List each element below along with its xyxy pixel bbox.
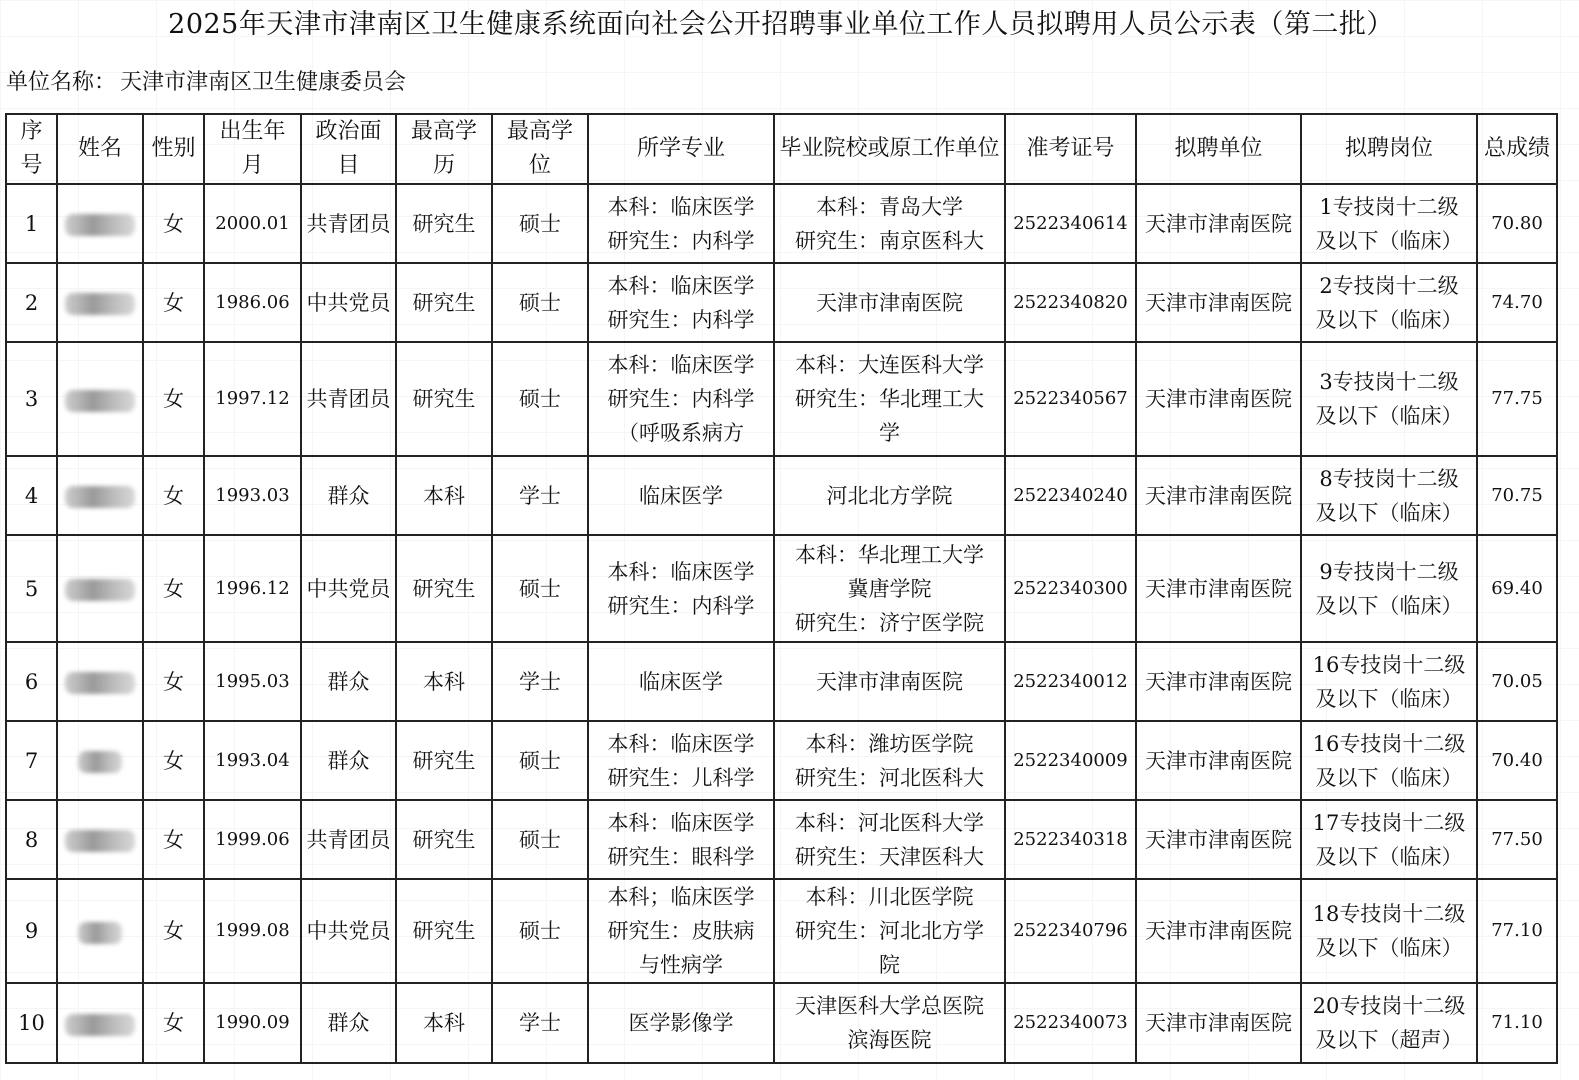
school-line: 冀唐学院 <box>847 576 932 601</box>
cell-gender: 女 <box>143 535 204 642</box>
cell-employer: 天津市津南医院 <box>1136 879 1301 983</box>
major-line: 研究生：内科学 <box>607 387 755 411</box>
major-line: 研究生：儿科学 <box>607 765 755 790</box>
cell-exam-id: 2522340820 <box>1005 263 1136 342</box>
school-line: 滨海医院 <box>847 1028 932 1052</box>
major-line: 本科：临床医学 <box>607 731 755 756</box>
cell-post <box>1301 800 1477 879</box>
candidate-table <box>5 113 1558 1064</box>
cell-post <box>1301 184 1477 263</box>
cell-exam-id: 2522340567 <box>1005 342 1136 456</box>
cell-edu: 本科 <box>396 642 492 721</box>
cell-major <box>588 184 774 263</box>
cell-score: 70.80 <box>1477 184 1557 263</box>
cell-employer: 天津市津南医院 <box>1136 642 1301 721</box>
cell-political: 中共党员 <box>301 535 396 642</box>
cell-exam-id: 2522340009 <box>1005 721 1136 800</box>
cell-birth: 1997.12 <box>204 342 301 456</box>
post-line: 18专技岗十二级 <box>1312 902 1466 926</box>
unit-value: 天津市津南区卫生健康委员会 <box>120 70 407 95</box>
redacted-name <box>65 830 135 852</box>
cell-name <box>57 535 143 642</box>
cell-seq: 7 <box>6 721 57 800</box>
major-line: 本科：临床医学 <box>607 273 755 298</box>
cell-edu: 研究生 <box>396 800 492 879</box>
cell-score: 70.05 <box>1477 642 1557 721</box>
cell-exam-id: 2522340073 <box>1005 983 1136 1063</box>
table-row <box>6 642 1557 721</box>
school-line: 本科：青岛大学 <box>816 194 963 219</box>
post-line: 16专技岗十二级 <box>1312 731 1466 756</box>
cell-exam-id: 2522340300 <box>1005 535 1136 642</box>
cell-gender: 女 <box>143 263 204 342</box>
major-line: 本科：临床医学 <box>607 194 755 219</box>
cell-edu: 研究生 <box>396 184 492 263</box>
cell-name <box>57 721 143 800</box>
school-line: 研究生：河北北方学 <box>795 919 984 943</box>
major-line: 研究生：眼科学 <box>607 844 755 869</box>
post-line: 8专技岗十二级 <box>1319 466 1459 491</box>
table-row <box>6 342 1557 456</box>
header-degree: 最高学位 <box>492 114 588 184</box>
table-row <box>6 535 1557 642</box>
cell-employer: 天津市津南医院 <box>1136 983 1301 1063</box>
cell-major: 医学影像学 <box>588 983 774 1063</box>
school-line: 学 <box>879 421 900 445</box>
cell-political: 群众 <box>301 456 396 535</box>
cell-degree: 学士 <box>492 642 588 721</box>
major-line: 本科；临床医学 <box>607 885 755 909</box>
cell-major <box>588 879 774 983</box>
cell-political: 共青团员 <box>301 800 396 879</box>
school-line: 研究生：天津医科大 <box>795 844 984 869</box>
cell-birth: 1993.03 <box>204 456 301 535</box>
cell-gender: 女 <box>143 721 204 800</box>
school-line: 天津市津南医院 <box>816 290 963 315</box>
major-line: 本科：临床医学 <box>607 810 755 835</box>
table-row <box>6 721 1557 800</box>
cell-edu: 本科 <box>396 983 492 1063</box>
cell-gender: 女 <box>143 800 204 879</box>
cell-degree: 硕士 <box>492 184 588 263</box>
cell-seq: 4 <box>6 456 57 535</box>
cell-school <box>774 184 1005 263</box>
school-line: 本科：大连医科大学 <box>795 353 984 377</box>
cell-post <box>1301 983 1477 1063</box>
cell-score: 71.10 <box>1477 983 1557 1063</box>
cell-birth: 1990.09 <box>204 983 301 1063</box>
cell-political: 共青团员 <box>301 342 396 456</box>
major-line: 研究生：皮肤病 <box>607 919 755 943</box>
post-line: 及以下（临床） <box>1315 307 1463 332</box>
header-employer: 拟聘单位 <box>1136 114 1301 184</box>
school-line: 研究生：华北理工大 <box>795 387 984 411</box>
post-line: 及以下（临床） <box>1315 228 1463 253</box>
cell-seq: 3 <box>6 342 57 456</box>
redacted-name <box>65 579 135 601</box>
header-name: 姓名 <box>57 114 143 184</box>
school-line: 天津医科大学总医院 <box>795 994 984 1018</box>
cell-edu: 本科 <box>396 456 492 535</box>
cell-political: 中共党员 <box>301 879 396 983</box>
cell-seq: 9 <box>6 879 57 983</box>
redacted-name <box>65 214 135 236</box>
cell-employer: 天津市津南医院 <box>1136 184 1301 263</box>
redacted-name <box>65 672 135 694</box>
cell-gender: 女 <box>143 642 204 721</box>
cell-name <box>57 456 143 535</box>
cell-school <box>774 263 1005 342</box>
table-row <box>6 800 1557 879</box>
post-line: 及以下（临床） <box>1315 593 1463 618</box>
cell-exam-id: 2522340614 <box>1005 184 1136 263</box>
cell-degree: 硕士 <box>492 879 588 983</box>
cell-score: 77.10 <box>1477 879 1557 983</box>
header-score: 总成绩 <box>1477 114 1557 184</box>
cell-major <box>588 800 774 879</box>
cell-employer: 天津市津南医院 <box>1136 535 1301 642</box>
school-line: 本科：河北医科大学 <box>795 810 984 835</box>
redacted-name <box>65 293 135 315</box>
post-line: 及以下（临床） <box>1315 765 1463 790</box>
cell-exam-id: 2522340318 <box>1005 800 1136 879</box>
redacted-name <box>65 390 135 412</box>
post-line: 及以下（临床） <box>1315 404 1463 428</box>
school-line: 院 <box>879 953 900 977</box>
cell-school <box>774 535 1005 642</box>
cell-gender: 女 <box>143 342 204 456</box>
header-school: 毕业院校或原工作单位 <box>774 114 1005 184</box>
cell-political: 群众 <box>301 642 396 721</box>
cell-employer: 天津市津南医院 <box>1136 263 1301 342</box>
header-gender: 性别 <box>143 114 204 184</box>
cell-gender: 女 <box>143 184 204 263</box>
cell-seq: 5 <box>6 535 57 642</box>
cell-degree: 学士 <box>492 456 588 535</box>
cell-school <box>774 879 1005 983</box>
cell-birth: 1995.03 <box>204 642 301 721</box>
cell-name <box>57 800 143 879</box>
cell-employer: 天津市津南医院 <box>1136 342 1301 456</box>
redacted-name <box>78 751 122 773</box>
header-exam-id: 准考证号 <box>1005 114 1136 184</box>
post-line: 及以下（临床） <box>1315 936 1463 960</box>
header-major: 所学专业 <box>588 114 774 184</box>
post-line: 1专技岗十二级 <box>1319 194 1459 219</box>
cell-post <box>1301 879 1477 983</box>
cell-post <box>1301 456 1477 535</box>
cell-score: 77.75 <box>1477 342 1557 456</box>
cell-major: 临床医学 <box>588 456 774 535</box>
cell-birth: 1999.06 <box>204 800 301 879</box>
document-title: 2025年天津市津南区卫生健康系统面向社会公开招聘事业单位工作人员拟聘用人员公示表（第二批） <box>168 9 1394 40</box>
cell-school: 河北北方学院 <box>774 456 1005 535</box>
table-row <box>6 456 1557 535</box>
cell-major <box>588 535 774 642</box>
cell-name <box>57 263 143 342</box>
post-line: 9专技岗十二级 <box>1319 559 1459 584</box>
header-row <box>6 114 1557 184</box>
cell-seq: 2 <box>6 263 57 342</box>
cell-score: 70.40 <box>1477 721 1557 800</box>
cell-edu: 研究生 <box>396 342 492 456</box>
unit-label: 单位名称： <box>6 70 117 95</box>
cell-school: 天津市津南医院 <box>774 642 1005 721</box>
cell-score: 70.75 <box>1477 456 1557 535</box>
cell-major <box>588 342 774 456</box>
cell-edu: 研究生 <box>396 263 492 342</box>
header-edu: 最高学历 <box>396 114 492 184</box>
major-line: 本科：临床医学 <box>607 559 755 584</box>
cell-political: 群众 <box>301 721 396 800</box>
cell-name <box>57 642 143 721</box>
cell-employer: 天津市津南医院 <box>1136 800 1301 879</box>
post-line: 3专技岗十二级 <box>1319 370 1459 394</box>
cell-gender: 女 <box>143 456 204 535</box>
school-line: 本科：川北医学院 <box>805 885 974 909</box>
post-line: 及以下（临床） <box>1315 500 1463 525</box>
post-line: 17专技岗十二级 <box>1312 810 1466 835</box>
major-line: 研究生：内科学 <box>607 228 755 253</box>
cell-degree: 硕士 <box>492 342 588 456</box>
cell-post <box>1301 263 1477 342</box>
cell-major <box>588 263 774 342</box>
cell-score: 69.40 <box>1477 535 1557 642</box>
cell-birth: 1996.12 <box>204 535 301 642</box>
cell-post <box>1301 535 1477 642</box>
cell-name <box>57 983 143 1063</box>
cell-school <box>774 342 1005 456</box>
school-line: 研究生：河北医科大 <box>795 765 984 790</box>
cell-school <box>774 721 1005 800</box>
post-line: 及以下（超声） <box>1315 1028 1463 1052</box>
cell-edu: 研究生 <box>396 721 492 800</box>
cell-exam-id: 2522340240 <box>1005 456 1136 535</box>
major-line: 研究生：内科学 <box>607 593 755 618</box>
school-line: 研究生：济宁医学院 <box>795 610 984 635</box>
table-row <box>6 184 1557 263</box>
cell-birth: 1993.04 <box>204 721 301 800</box>
redacted-name <box>65 486 135 508</box>
cell-birth: 1986.06 <box>204 263 301 342</box>
cell-seq: 10 <box>6 983 57 1063</box>
school-line: 研究生：南京医科大 <box>795 228 984 253</box>
cell-political: 中共党员 <box>301 263 396 342</box>
redacted-name <box>65 1014 135 1036</box>
cell-name <box>57 879 143 983</box>
major-line: 本科：临床医学 <box>607 353 755 377</box>
cell-degree: 硕士 <box>492 535 588 642</box>
post-line: 2专技岗十二级 <box>1319 273 1459 298</box>
header-post: 拟聘岗位 <box>1301 114 1477 184</box>
school-line: 本科：潍坊医学院 <box>805 731 974 756</box>
cell-major: 临床医学 <box>588 642 774 721</box>
cell-edu: 研究生 <box>396 535 492 642</box>
header-political: 政治面目 <box>301 114 396 184</box>
cell-post <box>1301 342 1477 456</box>
post-line: 20专技岗十二级 <box>1312 994 1466 1018</box>
table-row <box>6 983 1557 1063</box>
cell-name <box>57 342 143 456</box>
cell-school <box>774 800 1005 879</box>
cell-birth: 1999.08 <box>204 879 301 983</box>
post-line: 及以下（临床） <box>1315 686 1463 711</box>
cell-school <box>774 983 1005 1063</box>
table-row <box>6 879 1557 983</box>
major-line: 与性病学 <box>639 953 723 977</box>
cell-post <box>1301 721 1477 800</box>
cell-employer: 天津市津南医院 <box>1136 456 1301 535</box>
cell-exam-id: 2522340012 <box>1005 642 1136 721</box>
cell-name <box>57 184 143 263</box>
school-line: 本科：华北理工大学 <box>795 542 984 567</box>
redacted-name <box>78 922 122 944</box>
cell-gender: 女 <box>143 983 204 1063</box>
cell-score: 74.70 <box>1477 263 1557 342</box>
cell-seq: 6 <box>6 642 57 721</box>
cell-major <box>588 721 774 800</box>
cell-political: 共青团员 <box>301 184 396 263</box>
major-line: （呼吸系病方 <box>618 421 744 445</box>
cell-score: 77.50 <box>1477 800 1557 879</box>
cell-political: 群众 <box>301 983 396 1063</box>
cell-degree: 学士 <box>492 983 588 1063</box>
cell-seq: 8 <box>6 800 57 879</box>
cell-exam-id: 2522340796 <box>1005 879 1136 983</box>
cell-degree: 硕士 <box>492 721 588 800</box>
major-line: 研究生：内科学 <box>607 307 755 332</box>
cell-degree: 硕士 <box>492 800 588 879</box>
table-row <box>6 263 1557 342</box>
post-line: 16专技岗十二级 <box>1312 652 1466 677</box>
cell-degree: 硕士 <box>492 263 588 342</box>
unit-line <box>6 66 406 100</box>
header-birth: 出生年月 <box>204 114 301 184</box>
cell-employer: 天津市津南医院 <box>1136 721 1301 800</box>
post-line: 及以下（临床） <box>1315 844 1463 869</box>
cell-birth: 2000.01 <box>204 184 301 263</box>
cell-gender: 女 <box>143 879 204 983</box>
cell-post <box>1301 642 1477 721</box>
cell-seq: 1 <box>6 184 57 263</box>
header-seq: 序号 <box>6 114 57 184</box>
cell-edu: 研究生 <box>396 879 492 983</box>
